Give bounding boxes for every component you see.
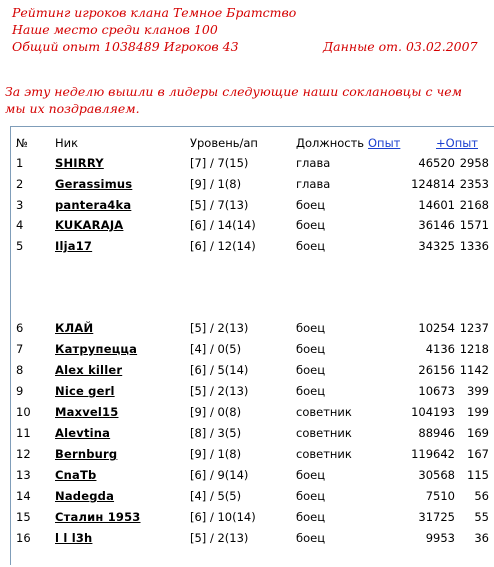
- player-experience-gain: 115: [467, 468, 489, 482]
- row-number: 4: [16, 218, 24, 232]
- clan-rating-title: Рейтинг игроков клана Темное Братство: [12, 5, 297, 20]
- player-nick-link[interactable]: Gerassimus: [55, 177, 133, 191]
- player-position: боец: [296, 531, 326, 545]
- player-position: боец: [296, 342, 326, 356]
- player-experience-gain: 2353: [459, 177, 489, 191]
- player-position: боец: [296, 198, 326, 212]
- column-header-number: №: [16, 136, 28, 150]
- leaders-announcement: За эту неделю вышли в лидеры следующие наши соклановцы с чем мы их поздравляем.: [5, 84, 463, 116]
- row-number: 3: [16, 198, 24, 212]
- player-level: [4] / 5(5): [190, 489, 242, 503]
- player-experience-gain: 36: [474, 531, 489, 545]
- player-experience: 124814: [411, 177, 455, 191]
- player-level: [9] / 1(8): [190, 447, 242, 461]
- player-experience: 119642: [411, 447, 455, 461]
- player-experience: 9953: [425, 531, 455, 545]
- player-experience-gain: 199: [467, 405, 489, 419]
- player-experience-gain: 167: [467, 447, 489, 461]
- player-position: советник: [296, 426, 352, 440]
- row-number: 14: [16, 489, 31, 503]
- player-nick-link[interactable]: Alex killer: [55, 363, 123, 377]
- player-experience-gain: 1218: [459, 342, 489, 356]
- row-number: 10: [16, 405, 31, 419]
- player-experience-gain: 399: [467, 384, 489, 398]
- player-experience-gain: 1571: [459, 218, 489, 232]
- player-level: [5] / 7(13): [190, 198, 249, 212]
- row-number: 7: [16, 342, 24, 356]
- player-nick-link[interactable]: КЛАЙ: [55, 321, 94, 335]
- player-level: [5] / 2(13): [190, 384, 249, 398]
- player-nick-link[interactable]: Maxvel15: [55, 405, 119, 419]
- player-level: [7] / 7(15): [190, 156, 249, 170]
- player-experience: 26156: [418, 363, 455, 377]
- player-experience-gain: 55: [474, 510, 489, 524]
- player-experience: 104193: [411, 405, 455, 419]
- player-position: боец: [296, 510, 326, 524]
- player-nick-link[interactable]: Ilja17: [55, 239, 93, 253]
- player-experience-gain: 1237: [459, 321, 489, 335]
- row-number: 2: [16, 177, 24, 191]
- row-number: 5: [16, 239, 24, 253]
- player-level: [5] / 2(13): [190, 321, 249, 335]
- clan-place: Наше место среди кланов 100: [12, 22, 218, 37]
- player-experience: 88946: [418, 426, 455, 440]
- player-experience: 7510: [425, 489, 455, 503]
- player-experience-gain: 169: [467, 426, 489, 440]
- player-level: [6] / 9(14): [190, 468, 249, 482]
- player-experience: 10254: [418, 321, 455, 335]
- clan-total-experience: Общий опыт 1038489 Игроков 43: [12, 39, 239, 54]
- player-position: глава: [296, 177, 331, 191]
- sort-by-plus-experience-link[interactable]: +Опыт: [436, 136, 478, 150]
- player-level: [6] / 12(14): [190, 239, 256, 253]
- player-position: советник: [296, 447, 352, 461]
- player-experience: 31725: [418, 510, 455, 524]
- player-position: советник: [296, 405, 352, 419]
- column-header-position: Должность: [296, 136, 365, 150]
- player-nick-link[interactable]: CnaTb: [55, 468, 97, 482]
- player-experience-gain: 1336: [459, 239, 489, 253]
- player-position: боец: [296, 239, 326, 253]
- player-position: боец: [296, 321, 326, 335]
- player-level: [9] / 0(8): [190, 405, 242, 419]
- player-nick-link[interactable]: l l l3h: [55, 531, 93, 545]
- player-experience: 36146: [418, 218, 455, 232]
- player-position: боец: [296, 468, 326, 482]
- data-date: Данные от. 03.02.2007: [323, 39, 478, 54]
- row-number: 6: [16, 321, 24, 335]
- player-nick-link[interactable]: SHIRRY: [55, 156, 104, 170]
- player-experience: 34325: [418, 239, 455, 253]
- player-nick-link[interactable]: pantera4ka: [55, 198, 132, 212]
- player-experience-gain: 1142: [459, 363, 489, 377]
- player-experience: 14601: [418, 198, 455, 212]
- column-header-nick: Ник: [55, 136, 79, 150]
- player-level: [6] / 14(14): [190, 218, 256, 232]
- player-experience: 46520: [418, 156, 455, 170]
- player-nick-link[interactable]: Alevtina: [55, 426, 111, 440]
- row-number: 8: [16, 363, 24, 377]
- player-level: [8] / 3(5): [190, 426, 242, 440]
- player-level: [4] / 0(5): [190, 342, 242, 356]
- player-experience-gain: 56: [474, 489, 489, 503]
- row-number: 9: [16, 384, 24, 398]
- column-header-level: Уровень/ап: [190, 136, 258, 150]
- player-position: боец: [296, 218, 326, 232]
- player-position: боец: [296, 363, 326, 377]
- player-experience-gain: 2168: [459, 198, 489, 212]
- player-level: [6] / 5(14): [190, 363, 249, 377]
- row-number: 11: [16, 426, 31, 440]
- player-level: [5] / 2(13): [190, 531, 249, 545]
- row-number: 12: [16, 447, 31, 461]
- player-experience: 10673: [418, 384, 455, 398]
- player-nick-link[interactable]: Bernburg: [55, 447, 118, 461]
- player-level: [6] / 10(14): [190, 510, 256, 524]
- player-position: глава: [296, 156, 331, 170]
- player-nick-link[interactable]: Катрупецца: [55, 342, 138, 356]
- player-position: боец: [296, 384, 326, 398]
- player-experience-gain: 2958: [459, 156, 489, 170]
- player-nick-link[interactable]: Nadegda: [55, 489, 115, 503]
- row-number: 13: [16, 468, 31, 482]
- player-position: боец: [296, 489, 326, 503]
- player-nick-link[interactable]: Nice gerl: [55, 384, 115, 398]
- sort-by-experience-link[interactable]: Опыт: [368, 136, 401, 150]
- player-level: [9] / 1(8): [190, 177, 242, 191]
- row-number: 16: [16, 531, 31, 545]
- player-experience: 30568: [418, 468, 455, 482]
- row-number: 15: [16, 510, 31, 524]
- player-nick-link[interactable]: KUKARAJA: [55, 218, 124, 232]
- player-nick-link[interactable]: Сталин 1953: [55, 510, 141, 524]
- row-number: 1: [16, 156, 24, 170]
- player-experience: 4136: [425, 342, 455, 356]
